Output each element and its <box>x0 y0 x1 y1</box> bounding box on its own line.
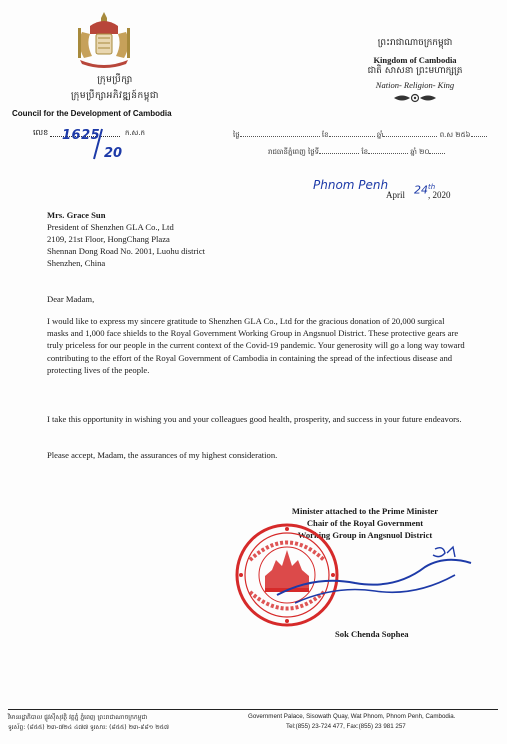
motto: Nation- Religion- King <box>375 80 455 90</box>
kingdom-title: Kingdom of Cambodia <box>373 55 457 65</box>
body-paragraph-2: I take this opportunity in wishing you and your colleagues good health, prosperity, and success in your future endeavors. <box>47 414 462 424</box>
footer-english-address: Government Palace, Sisowath Quay, Wat Phnom, Phnom Penh, Cambodia. <box>248 713 456 720</box>
khmer-org-line-1: ក្រុមប្រឹក្សា <box>97 75 133 85</box>
recipient-address-1: 2109, 21st Floor, HongChang Plaza <box>47 234 170 244</box>
footer-khmer-contact: ទូរស័ព្ទ: (៨៥៥) ២៣-៧២៤ ៤៧៧ ទូរសារ: (៨៥៥) ២៣-៩៨១ ២៥៧ <box>8 724 169 731</box>
date-month: April <box>386 190 405 200</box>
reference-label: លេខ <box>33 128 49 137</box>
council-name: Council for the Development of Cambodia <box>12 109 172 118</box>
date-year: , 2020 <box>428 190 451 200</box>
reference-suffix: ក.ស.ក <box>125 129 146 137</box>
signatory-title-1: Minister attached to the Prime Minister <box>291 506 439 516</box>
recipient-name: Mrs. Grace Sun <box>47 210 106 220</box>
handwritten-place: Phnom Penh <box>313 178 389 192</box>
recipient-city: Shenzhen, China <box>47 258 106 268</box>
khmer-date-line-1: ថ្ងៃ ខែ ឆ្នាំ ព.ស ២៥៦ <box>233 130 487 141</box>
footer-khmer-address: វិមានរដ្ឋាភិបាល ផ្លូវស៊ីសុវត្ថិ វត្តភ្នំ ភ្នំពេញ ព្រះរាជាណាចក្រកម្ពុជា <box>8 714 148 721</box>
signatory-title-2: Chair of the Royal Government <box>306 518 424 528</box>
royal-arms-emblem-icon <box>72 10 136 70</box>
handwritten-signature-icon <box>275 545 475 605</box>
recipient-title: President of Shenzhen GLA Co., Ltd <box>47 222 174 232</box>
footer-english-contact: Tel:(855) 23-724 477, Fax:(855) 23 981 257 <box>286 723 406 730</box>
signatory-title-3: Working Group in Angsnuol District <box>297 530 433 540</box>
khmer-kingdom: ព្រះរាជាណាចក្រកម្ពុជា <box>377 38 453 48</box>
date-day: 24th <box>414 183 436 197</box>
khmer-org-line-2: ក្រុមប្រឹក្សាអភិវឌ្ឍន៍កម្ពុជា <box>70 91 159 101</box>
signatory-name: Sok Chenda Sophea <box>335 629 409 639</box>
ornament-divider-icon <box>392 93 438 103</box>
handwritten-slash-icon <box>92 128 104 160</box>
reference-year: 20 <box>104 146 123 161</box>
salutation: Dear Madam, <box>47 294 95 304</box>
khmer-motto: ជាតិ សាសនា ព្រះមហាក្សត្រ <box>367 66 463 76</box>
closing: Please accept, Madam, the assurances of my highest consideration. <box>47 450 278 460</box>
recipient-address-2: Shennan Dong Road No. 2001, Luohu district <box>47 246 206 256</box>
khmer-date-line-2: រាជធានីភ្នំពេញ ថ្ងៃទី ខែ ឆ្នាំ ២០ <box>268 147 445 158</box>
body-paragraph-1: I would like to express my sincere gratitude to Shenzhen GLA Co., Ltd for the gracious donation of 20,000 surgical masks and 1,000 face shields to the Royal Government Working Group in Angsnuol District. These protective gears are truly priceless for our people in the current context of the Covid-19 pandemic. Your generosity will go a long way toward contributing to the effort of the Royal Government of Cambodia in containing the spread of the infectious disease and protecting lives of the people. <box>47 316 465 375</box>
footer-divider <box>8 709 498 710</box>
reference-number: 1625 <box>62 128 101 143</box>
